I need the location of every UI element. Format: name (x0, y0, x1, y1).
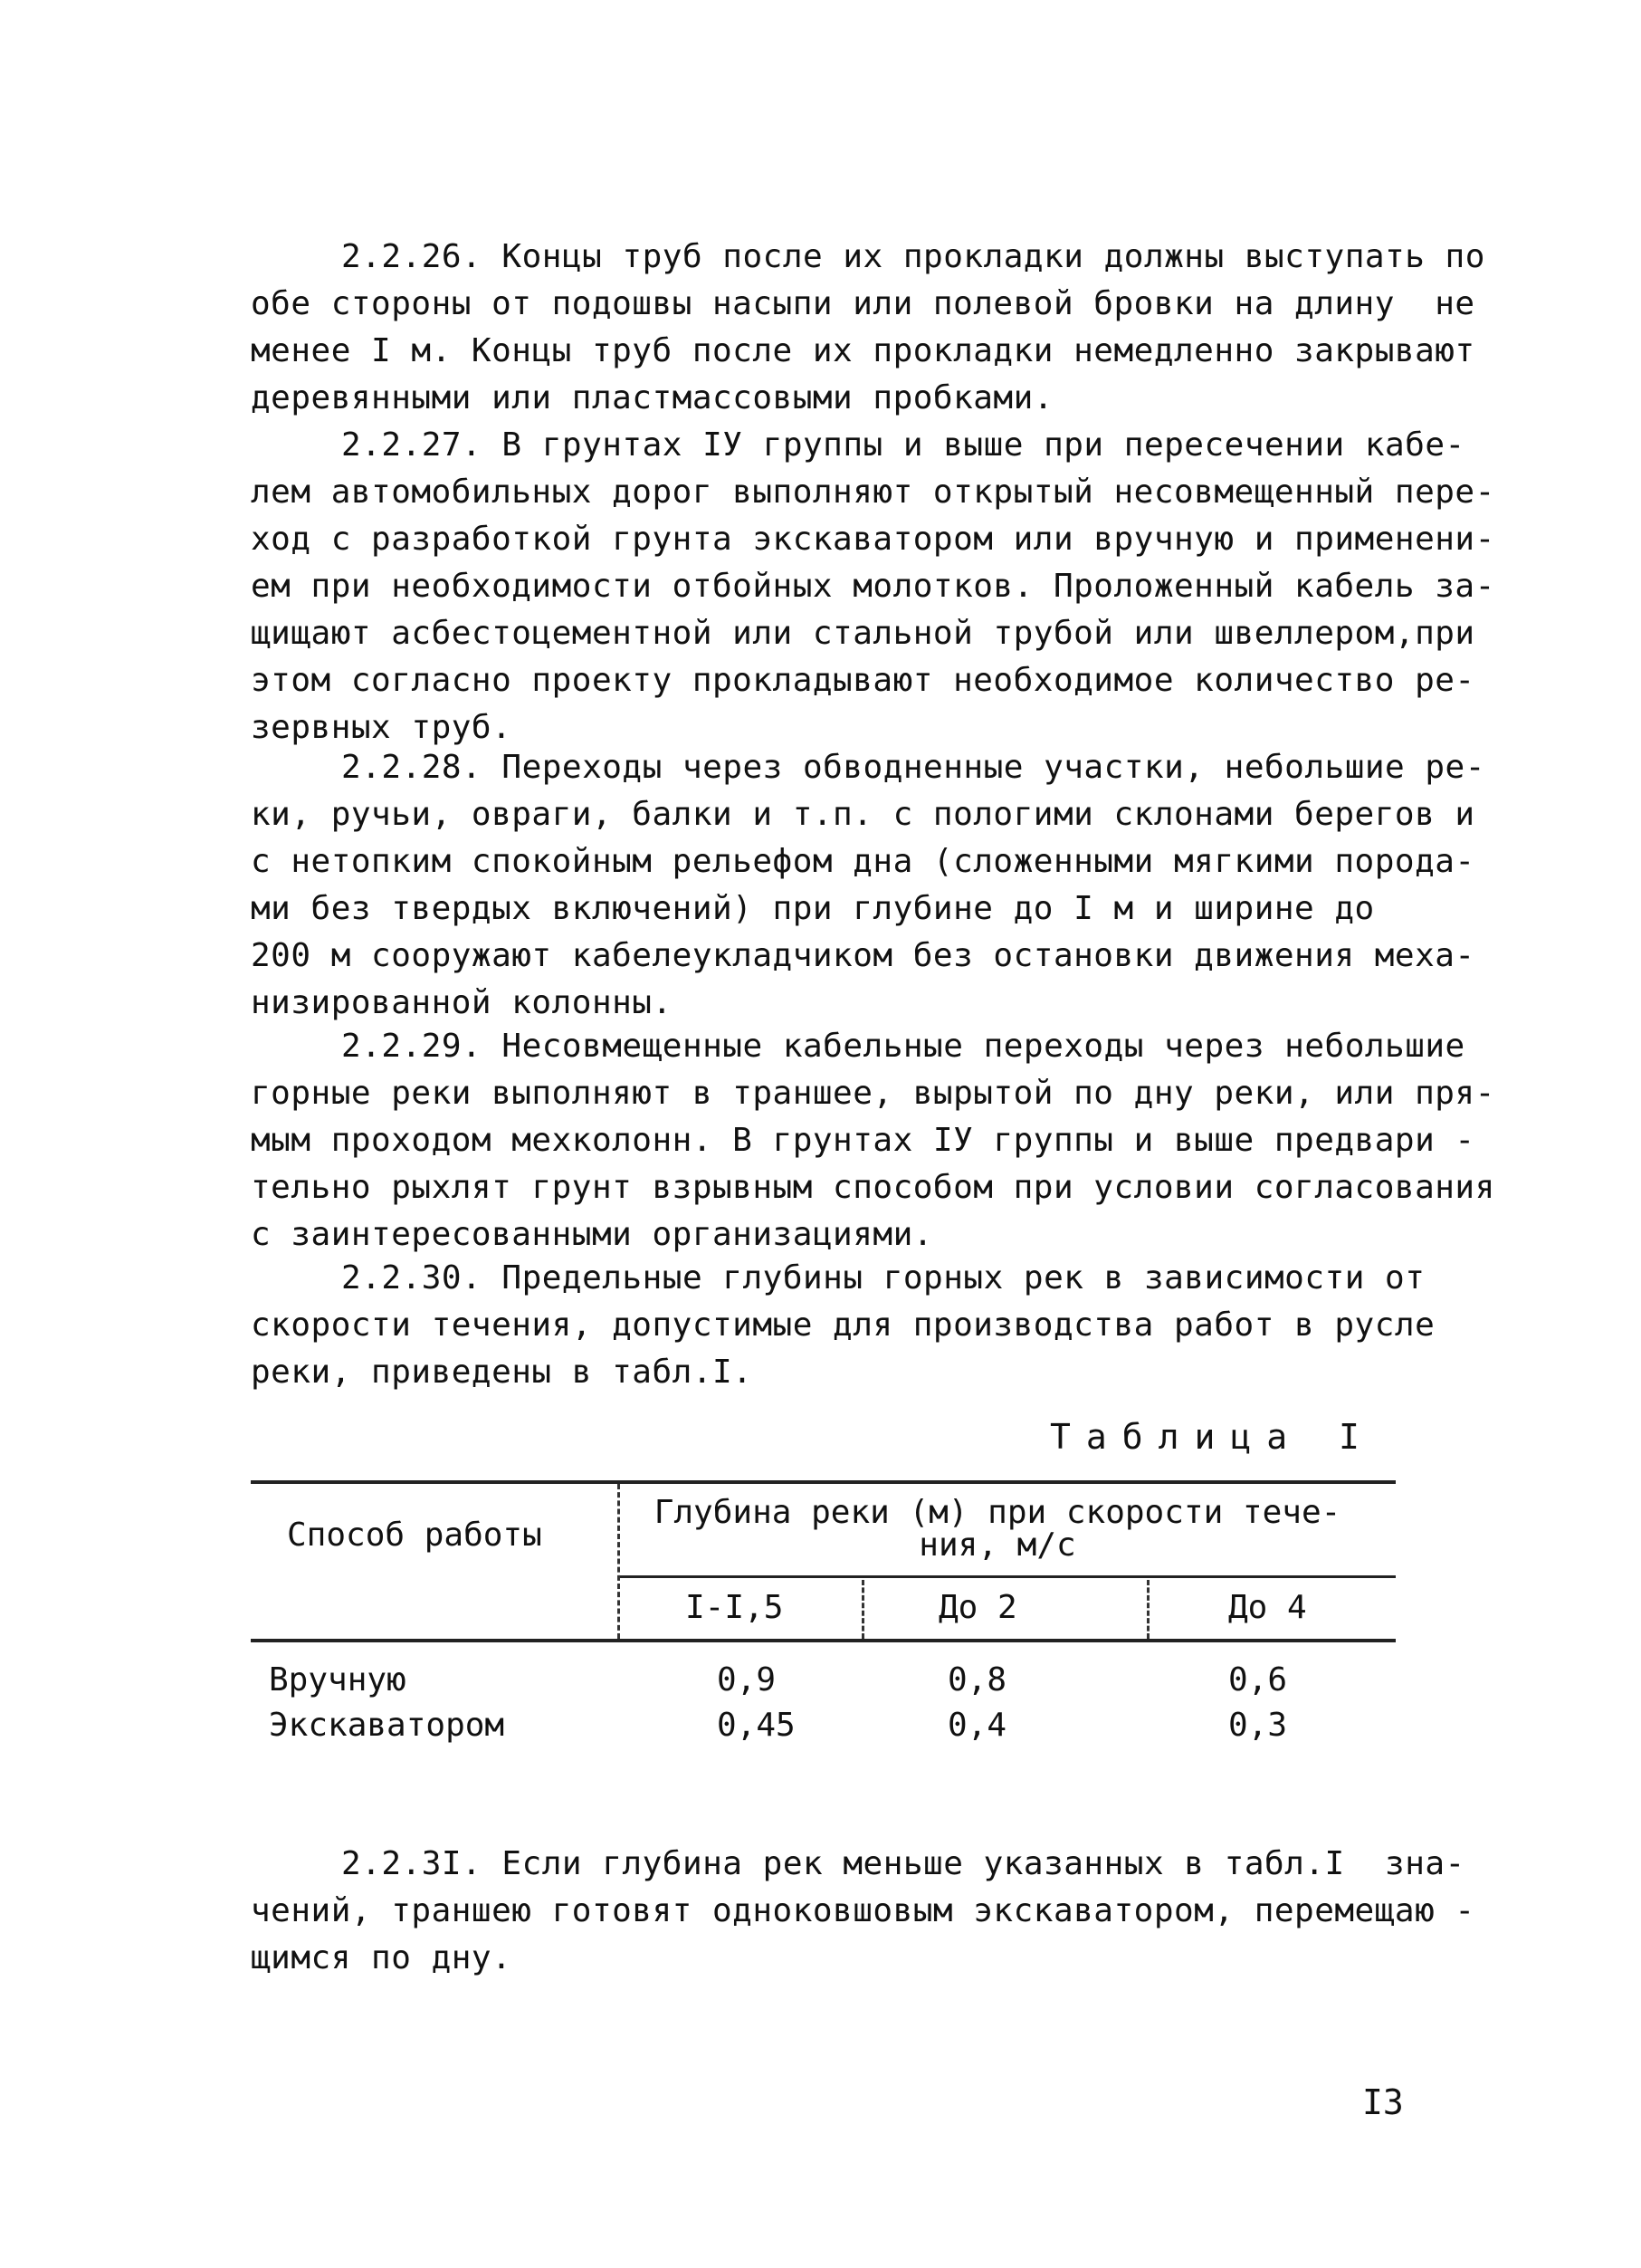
text-line: менее I м. Концы труб после их прокладки немедленно закрывают (251, 332, 1475, 369)
text-line: 2.2.26. Концы труб после их прокладки должны выступать по (341, 238, 1485, 275)
header-speed-2: До 2 (939, 1589, 1017, 1626)
column-divider (617, 1484, 620, 1639)
text-line: с нетопким спокойным рельефом дна (сложенными мягкими порода- (251, 843, 1475, 880)
page-number: I3 (1362, 2082, 1404, 2122)
text-line: низированной колонны. (251, 984, 673, 1021)
text-line: лем автомобильных дорог выполняют открытый несовмещенный пере- (251, 474, 1495, 511)
text-line: мым проходом мехколонн. В грунтах IУ группы и выше предвари - (251, 1122, 1475, 1159)
text-line: зервных труб. (251, 709, 512, 746)
text-line: скорости течения, допустимые для производства работ в русле (251, 1306, 1436, 1344)
text-line: 2.2.28. Переходы через обводненные участки, небольшие ре- (341, 749, 1485, 786)
header-speed-1: I-I,5 (685, 1589, 784, 1626)
text-line: этом согласно проекту прокладывают необходимое количество ре- (251, 662, 1475, 699)
paragraph-2-2-26 (251, 234, 1485, 422)
text-line: 2.2.27. В грунтах IУ группы и выше при пересечении кабе- (341, 426, 1465, 464)
header-depth-line2: ния, м/с (919, 1526, 1076, 1564)
text-line: тельно рыхлят грунт взрывным способом при условии согласования (251, 1169, 1495, 1206)
header-depth-line1: Глубина реки (м) при скорости тече- (654, 1494, 1341, 1531)
paragraph-2-2-29 (251, 1023, 1495, 1258)
text-line: щимся по дну. (251, 1939, 512, 1976)
paragraph-2-2-28 (251, 744, 1485, 1027)
table-cell: 0,8 (948, 1661, 1007, 1699)
text-line: 200 м сооружают кабелеукладчиком без остановки движения меха- (251, 937, 1475, 974)
paragraph-2-2-27 (251, 422, 1495, 751)
depth-table (251, 1480, 1396, 1766)
text-line: ки, ручьи, овраги, балки и т.п. с пологими склонами берегов и (251, 796, 1475, 833)
table-row-method: Вручную (269, 1661, 406, 1699)
header-depth (640, 1494, 1355, 1564)
table-cell: 0,9 (717, 1661, 777, 1699)
table-caption: Таблица I (1050, 1417, 1375, 1457)
table-header-rule (617, 1575, 1396, 1578)
table-row-method: Экскаватором (269, 1707, 505, 1744)
text-line: чений, траншею готовят одноковшовым экскаватором, перемещаю - (251, 1892, 1475, 1929)
text-line: обе стороны от подошвы насыпи или полевой бровки на длину не (251, 285, 1475, 322)
table-cell: 0,4 (948, 1707, 1007, 1744)
column-divider (862, 1580, 864, 1639)
text-line: 2.2.30. Предельные глубины горных рек в зависимости от (341, 1259, 1426, 1297)
paragraph-2-2-30 (251, 1255, 1436, 1396)
text-line: ем при необходимости отбойных молотков. Проложенный кабель за- (251, 568, 1495, 605)
text-line: с заинтересованными организациями. (251, 1216, 933, 1253)
text-line: ход с разработкой грунта экскаватором или вручную и применени- (251, 521, 1495, 558)
header-speed-3: До 4 (1228, 1589, 1307, 1626)
paragraph-2-2-31 (251, 1841, 1475, 1982)
text-line: 2.2.29. Несовмещенные кабельные переходы через небольшие (341, 1028, 1465, 1065)
table-top-rule (251, 1480, 1396, 1484)
table-cell: 0,6 (1228, 1661, 1288, 1699)
column-divider (1147, 1580, 1150, 1639)
text-line: ми без твердых включений) при глубине до I м и ширине до (251, 890, 1375, 927)
text-line: щищают асбестоцементной или стальной трубой или швеллером,при (251, 615, 1475, 652)
text-line: реки, приведены в табл.I. (251, 1354, 753, 1391)
table-cell: 0,45 (717, 1707, 796, 1744)
table-cell: 0,3 (1228, 1707, 1288, 1744)
text-line: горные реки выполняют в траншее, вырытой по дну реки, или пря- (251, 1075, 1495, 1112)
header-method: Способ работы (287, 1517, 542, 1554)
text-line: 2.2.3I. Если глубина рек меньше указанных в табл.I зна- (341, 1845, 1465, 1882)
table-body-rule (251, 1639, 1396, 1642)
text-line: деревянными или пластмассовыми пробками. (251, 379, 1054, 416)
